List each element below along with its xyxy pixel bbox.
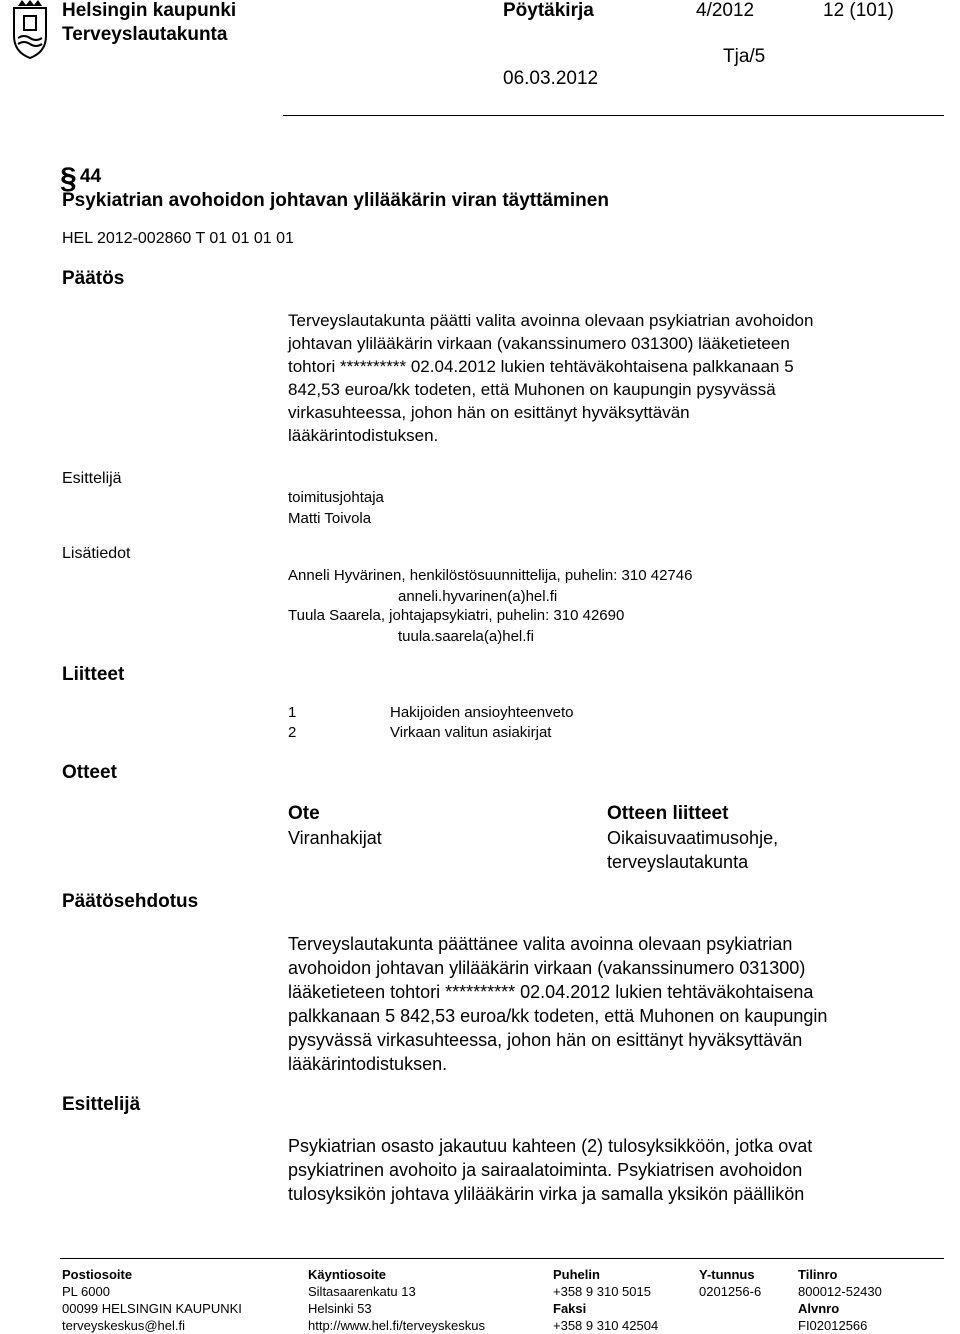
extracts-col1-value: Viranhakijat (288, 828, 382, 848)
footer-visit-url[interactable]: http://www.hel.fi/terveyskeskus (308, 1318, 486, 1333)
proposal-text (288, 932, 827, 1076)
header-body: Terveyslautakunta (62, 24, 228, 45)
presenter-name: Matti Toivola (288, 510, 372, 527)
footer-vat-head: Alvnro (798, 1301, 840, 1316)
header-doc-type: Pöytäkirja (503, 0, 594, 21)
footer-ytunnus-head: Y-tunnus (699, 1267, 755, 1282)
decision-line: virkasuhteessa, johon hän on esittänyt hyväksyttävän (288, 403, 690, 422)
footer-postal-head: Postiosoite (62, 1267, 133, 1282)
footer-postal (62, 1266, 242, 1334)
helsinki-crest-logo (10, 0, 50, 60)
decision-line: Terveyslautakunta päätti valita avoinna olevaan psykiatrian avohoidon (288, 311, 814, 330)
proposal-line: lääkärintodistuksen. (288, 1054, 448, 1074)
footer-ytunnus (699, 1266, 761, 1300)
footer-fax-head: Faksi (553, 1301, 587, 1316)
contacts-label: Lisätiedot (62, 545, 131, 562)
section-sign-icon (60, 160, 80, 194)
presenter2-line: psykiatrinen avohoito ja sairaalatoiminta. Psykiatrisen avohoidon (288, 1160, 803, 1180)
footer-bank-value: 800012-52430 (798, 1284, 882, 1299)
presenter2-line: Psykiatrian osasto jakautuu kahteen (2) tulosyksikköön, jotka ovat (288, 1136, 813, 1156)
decision-line: tohtori ********** 02.04.2012 lukien tehtäväkohtaisena palkkanaan 5 (288, 357, 794, 376)
presenter-label: Esittelijä (62, 470, 122, 487)
contact-1-email: anneli.hyvarinen(a)hel.fi (398, 588, 558, 605)
contact-2-email: tuula.saarela(a)hel.fi (398, 628, 534, 645)
contact-2-line: Tuula Saarela, johtajapsykiatri, puhelin: 310 42690 (288, 607, 625, 624)
decision-line: 842,53 euroa/kk todeten, että Muhonen on kaupungin pysyvässä (288, 380, 776, 399)
footer-phone-number: +358 9 310 5015 (553, 1284, 651, 1299)
proposal-line: Terveyslautakunta päättänee valita avoinna olevaan psykiatrian (288, 934, 793, 954)
presenter2-line: tulosyksikön johtava ylilääkärin virka ja samalla yksikön päällikön (288, 1184, 805, 1204)
header-org: Helsingin kaupunki (62, 0, 237, 21)
header-date: 06.03.2012 (503, 68, 599, 89)
decision-text (288, 309, 813, 447)
attachment-num: 1 (288, 704, 297, 721)
proposal-label: Päätösehdotus (62, 891, 199, 912)
presenter2-label: Esittelijä (62, 1094, 141, 1115)
extracts-col2-head: Otteen liitteet (607, 803, 729, 824)
extracts-label: Otteet (62, 762, 117, 783)
decision-line: lääkärintodistuksen. (288, 426, 439, 445)
header-number: 4/2012 (696, 0, 755, 21)
proposal-line: avohoidon johtavan ylilääkärin virkaan (vakanssinumero 031300) (288, 958, 806, 978)
case-id: HEL 2012-002860 T 01 01 01 01 (62, 230, 294, 247)
footer-bank-head: Tilinro (798, 1267, 838, 1282)
footer-fax-number: +358 9 310 42504 (553, 1318, 659, 1333)
extracts-col2-value (607, 826, 778, 874)
attachments-label: Liitteet (62, 664, 125, 685)
footer-ytunnus-value: 0201256-6 (699, 1284, 762, 1299)
presenter2-text (288, 1134, 812, 1206)
footer-visit-head: Käyntiosoite (308, 1267, 387, 1282)
footer-visit-line: Helsinki 53 (308, 1301, 372, 1316)
attachment-text: Hakijoiden ansioyhteenveto (390, 704, 574, 721)
footer-rule (60, 1258, 944, 1259)
footer-postal-line: PL 6000 (62, 1284, 110, 1299)
contact-1-line: Anneli Hyvärinen, henkilöstösuunnittelija, puhelin: 310 42746 (288, 567, 693, 584)
presenter-title: toimitusjohtaja (288, 489, 384, 506)
extracts-col2-line: terveyslautakunta (607, 852, 749, 872)
header-ref: Tja/5 (723, 46, 766, 67)
footer-postal-email[interactable]: terveyskeskus@hel.fi (62, 1318, 186, 1333)
footer-phone-head: Puhelin (553, 1267, 600, 1282)
header-page: 12 (101) (823, 0, 894, 21)
footer-visit (308, 1266, 485, 1334)
extracts-col1-head: Ote (288, 803, 320, 824)
proposal-line: pysyvässä virkasuhteessa, johon hän on esittänyt hyväksyttävän (288, 1030, 803, 1050)
header-rule (283, 115, 944, 116)
decision-line: johtavan ylilääkärin virkaan (vakanssinumero 031300) lääketieteen (288, 334, 790, 353)
decision-label: Päätös (62, 268, 125, 289)
section-title: Psykiatrian avohoidon johtavan ylilääkärin viran täyttäminen (62, 190, 609, 211)
extracts-col2-line: Oikaisuvaatimusohje, (607, 828, 779, 848)
attachment-num: 2 (288, 724, 297, 741)
attachment-text: Virkaan valitun asiakirjat (390, 724, 552, 741)
proposal-line: lääketieteen tohtori ********** 02.04.2012 lukien tehtäväkohtaisena (288, 982, 814, 1002)
footer-visit-line: Siltasaarenkatu 13 (308, 1284, 416, 1299)
footer-postal-line: 00099 HELSINGIN KAUPUNKI (62, 1301, 242, 1316)
section-number: 44 (80, 166, 102, 187)
proposal-line: palkkanaan 5 842,53 euroa/kk todeten, että Muhonen on kaupungin (288, 1006, 828, 1026)
svg-text:§: § (60, 162, 77, 194)
footer-vat-value: FI02012566 (798, 1318, 868, 1333)
footer-phone (553, 1266, 658, 1334)
footer-bank (798, 1266, 882, 1334)
